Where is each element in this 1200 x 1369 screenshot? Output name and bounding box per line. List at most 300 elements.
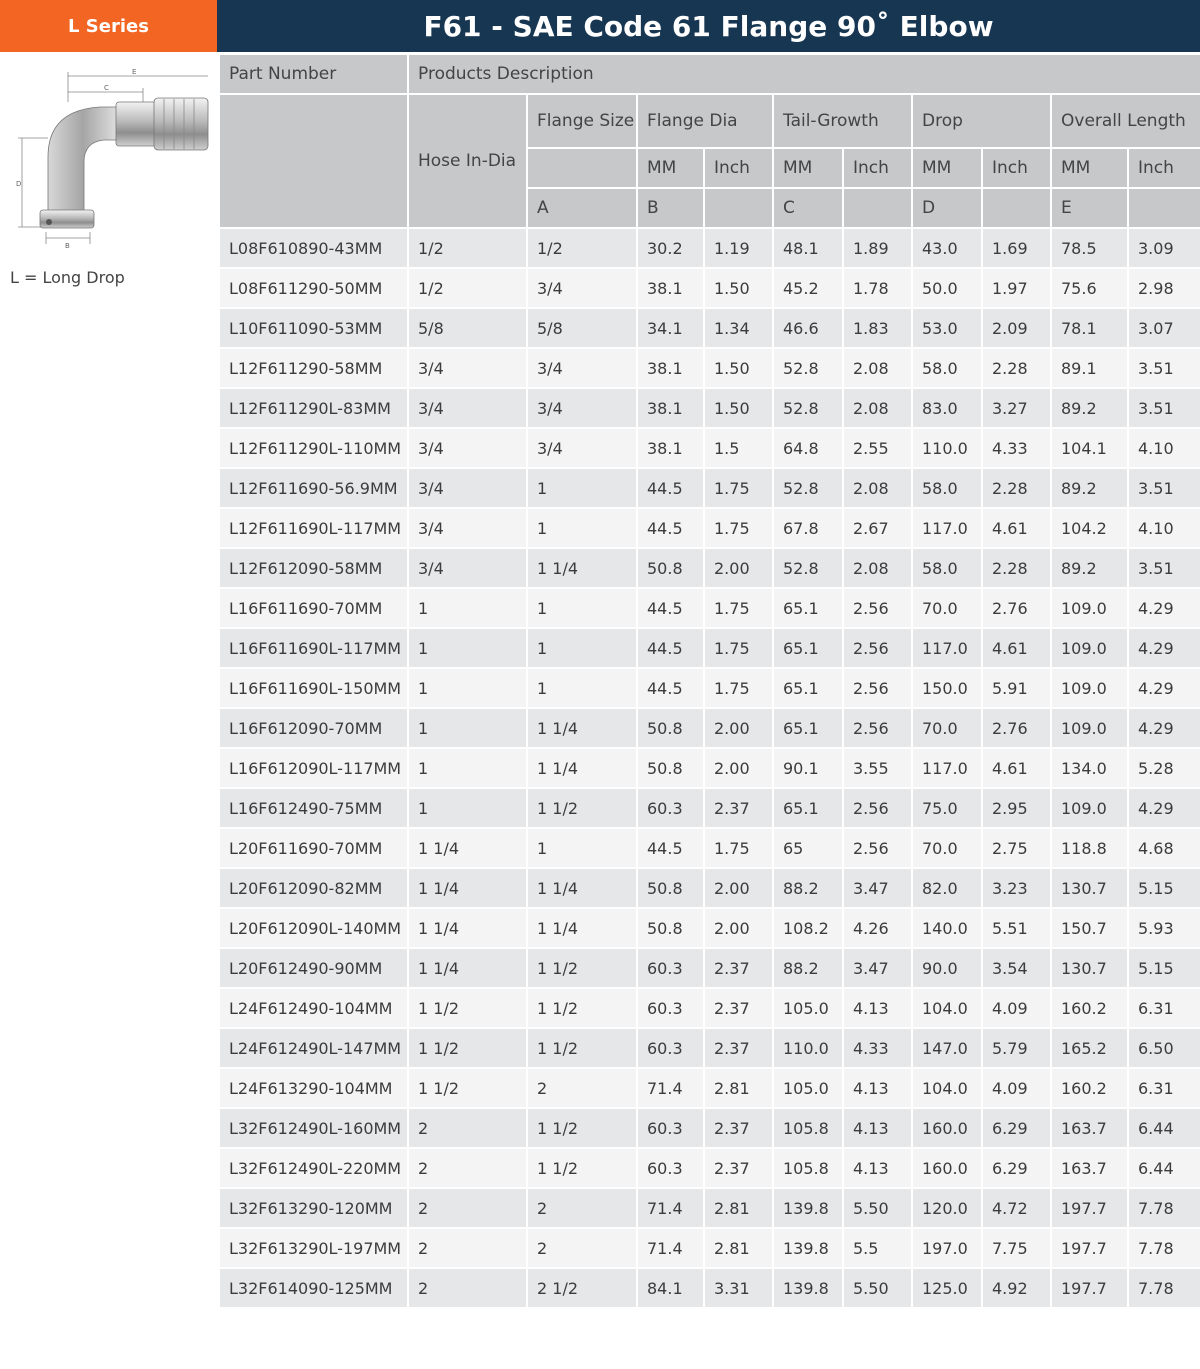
- cell-overall-length-inch: 3.51: [1128, 548, 1200, 588]
- header-unit: Inch: [843, 148, 912, 188]
- cell-overall-length-mm: 165.2: [1051, 1028, 1128, 1068]
- table-row: [219, 988, 1200, 1028]
- cell-drop-inch: 4.09: [982, 1068, 1051, 1108]
- cell-tail-growth-inch: 2.08: [843, 548, 912, 588]
- cell-part-number: L12F611690L-117MM: [219, 508, 408, 548]
- cell-flange-dia-inch: 2.37: [704, 1148, 773, 1188]
- cell-flange-dia-mm: 71.4: [637, 1068, 704, 1108]
- cell-drop-mm: 104.0: [912, 988, 982, 1028]
- cell-overall-length-inch: 3.51: [1128, 348, 1200, 388]
- cell-drop-inch: 4.61: [982, 628, 1051, 668]
- cell-hose-in-dia: 1: [408, 788, 527, 828]
- cell-flange-size: 2: [527, 1188, 637, 1228]
- table-row: [219, 948, 1200, 988]
- cell-drop-mm: 147.0: [912, 1028, 982, 1068]
- cell-overall-length-inch: 6.50: [1128, 1028, 1200, 1068]
- cell-overall-length-inch: 4.10: [1128, 508, 1200, 548]
- cell-drop-mm: 120.0: [912, 1188, 982, 1228]
- cell-hose-in-dia: 2: [408, 1148, 527, 1188]
- header-overall-length: Overall Length: [1051, 94, 1200, 148]
- cell-flange-size: 1: [527, 468, 637, 508]
- cell-tail-growth-mm: 52.8: [773, 348, 843, 388]
- table-row: [219, 228, 1200, 268]
- cell-hose-in-dia: 1 1/4: [408, 828, 527, 868]
- cell-part-number: L16F612090L-117MM: [219, 748, 408, 788]
- cell-flange-dia-mm: 60.3: [637, 988, 704, 1028]
- cell-drop-mm: 125.0: [912, 1268, 982, 1308]
- cell-flange-dia-mm: 71.4: [637, 1228, 704, 1268]
- cell-hose-in-dia: 3/4: [408, 428, 527, 468]
- cell-hose-in-dia: 3/4: [408, 508, 527, 548]
- cell-flange-dia-inch: 1.75: [704, 628, 773, 668]
- cell-part-number: L32F614090-125MM: [219, 1268, 408, 1308]
- cell-overall-length-inch: 5.93: [1128, 908, 1200, 948]
- cell-overall-length-mm: 163.7: [1051, 1108, 1128, 1148]
- cell-flange-dia-mm: 38.1: [637, 268, 704, 308]
- cell-hose-in-dia: 3/4: [408, 548, 527, 588]
- cell-hose-in-dia: 3/4: [408, 468, 527, 508]
- cell-tail-growth-mm: 105.0: [773, 988, 843, 1028]
- header-part-number-blank: [219, 94, 408, 228]
- cell-drop-inch: 2.75: [982, 828, 1051, 868]
- cell-part-number: L32F612490L-160MM: [219, 1108, 408, 1148]
- header-unit-blank: [527, 148, 637, 188]
- cell-tail-growth-mm: 88.2: [773, 868, 843, 908]
- cell-drop-inch: 2.28: [982, 468, 1051, 508]
- cell-hose-in-dia: 1 1/4: [408, 868, 527, 908]
- cell-hose-in-dia: 2: [408, 1108, 527, 1148]
- cell-overall-length-inch: 4.29: [1128, 708, 1200, 748]
- cell-tail-growth-inch: 2.08: [843, 348, 912, 388]
- cell-flange-size: 2 1/2: [527, 1268, 637, 1308]
- cell-hose-in-dia: 1 1/4: [408, 948, 527, 988]
- cell-flange-dia-mm: 50.8: [637, 548, 704, 588]
- cell-flange-dia-inch: 2.00: [704, 868, 773, 908]
- cell-overall-length-inch: 6.44: [1128, 1148, 1200, 1188]
- cell-overall-length-mm: 150.7: [1051, 908, 1128, 948]
- cell-overall-length-mm: 160.2: [1051, 988, 1128, 1028]
- cell-tail-growth-inch: 5.5: [843, 1228, 912, 1268]
- cell-flange-dia-inch: 2.00: [704, 708, 773, 748]
- cell-hose-in-dia: 1: [408, 628, 527, 668]
- cell-drop-mm: 43.0: [912, 228, 982, 268]
- cell-tail-growth-inch: 2.56: [843, 828, 912, 868]
- cell-drop-inch: 2.76: [982, 588, 1051, 628]
- cell-part-number: L32F612490L-220MM: [219, 1148, 408, 1188]
- cell-flange-dia-mm: 44.5: [637, 828, 704, 868]
- cell-flange-dia-inch: 1.50: [704, 388, 773, 428]
- cell-flange-dia-inch: 2.37: [704, 988, 773, 1028]
- header-unit: Inch: [982, 148, 1051, 188]
- dim-label-c: C: [104, 84, 109, 92]
- header-dim-letter: D: [912, 188, 982, 228]
- header-hose-in-dia: Hose In-Dia: [408, 94, 527, 228]
- cell-flange-dia-mm: 84.1: [637, 1268, 704, 1308]
- cell-flange-dia-mm: 50.8: [637, 708, 704, 748]
- series-tab[interactable]: L Series: [0, 0, 217, 52]
- cell-tail-growth-mm: 46.6: [773, 308, 843, 348]
- cell-flange-dia-inch: 1.75: [704, 588, 773, 628]
- cell-hose-in-dia: 2: [408, 1268, 527, 1308]
- cell-flange-dia-inch: 2.37: [704, 1108, 773, 1148]
- cell-tail-growth-mm: 139.8: [773, 1228, 843, 1268]
- cell-overall-length-mm: 78.1: [1051, 308, 1128, 348]
- cell-flange-dia-mm: 44.5: [637, 508, 704, 548]
- cell-hose-in-dia: 1: [408, 708, 527, 748]
- cell-flange-dia-mm: 50.8: [637, 868, 704, 908]
- cell-overall-length-inch: 7.78: [1128, 1228, 1200, 1268]
- cell-tail-growth-mm: 67.8: [773, 508, 843, 548]
- cell-overall-length-mm: 109.0: [1051, 708, 1128, 748]
- header-drop: Drop: [912, 94, 1051, 148]
- cell-drop-inch: 3.27: [982, 388, 1051, 428]
- cell-drop-inch: 4.72: [982, 1188, 1051, 1228]
- cell-drop-mm: 140.0: [912, 908, 982, 948]
- header-flange-size: Flange Size: [527, 94, 637, 148]
- cell-hose-in-dia: 1: [408, 668, 527, 708]
- cell-flange-size: 1 1/4: [527, 548, 637, 588]
- cell-tail-growth-inch: 2.08: [843, 468, 912, 508]
- cell-hose-in-dia: 1 1/2: [408, 1068, 527, 1108]
- cell-tail-growth-mm: 105.8: [773, 1148, 843, 1188]
- cell-tail-growth-mm: 65.1: [773, 708, 843, 748]
- cell-flange-size: 1 1/4: [527, 868, 637, 908]
- cell-overall-length-inch: 4.29: [1128, 588, 1200, 628]
- cell-tail-growth-inch: 3.47: [843, 948, 912, 988]
- header-dim-letter: [704, 188, 773, 228]
- cell-flange-dia-inch: 1.75: [704, 668, 773, 708]
- cell-part-number: L12F611690-56.9MM: [219, 468, 408, 508]
- table-row: [219, 308, 1200, 348]
- table-row: [219, 388, 1200, 428]
- header-unit: MM: [637, 148, 704, 188]
- cell-flange-dia-inch: 2.00: [704, 548, 773, 588]
- header-dim-letter: [982, 188, 1051, 228]
- cell-tail-growth-mm: 139.8: [773, 1188, 843, 1228]
- cell-flange-dia-mm: 44.5: [637, 468, 704, 508]
- cell-part-number: L16F611690-70MM: [219, 588, 408, 628]
- cell-tail-growth-inch: 4.13: [843, 1148, 912, 1188]
- cell-overall-length-inch: 5.15: [1128, 948, 1200, 988]
- cell-overall-length-mm: 78.5: [1051, 228, 1128, 268]
- cell-flange-dia-mm: 44.5: [637, 668, 704, 708]
- table-row: [219, 348, 1200, 388]
- cell-tail-growth-mm: 105.8: [773, 1108, 843, 1148]
- cell-tail-growth-inch: 4.13: [843, 1108, 912, 1148]
- cell-flange-dia-inch: 1.34: [704, 308, 773, 348]
- table-row: [219, 1148, 1200, 1188]
- cell-part-number: L16F612090-70MM: [219, 708, 408, 748]
- cell-drop-mm: 83.0: [912, 388, 982, 428]
- cell-tail-growth-mm: 65.1: [773, 668, 843, 708]
- cell-drop-inch: 4.09: [982, 988, 1051, 1028]
- cell-part-number: L20F612090L-140MM: [219, 908, 408, 948]
- cell-overall-length-inch: 5.15: [1128, 868, 1200, 908]
- cell-flange-dia-inch: 2.00: [704, 748, 773, 788]
- cell-hose-in-dia: 1 1/2: [408, 1028, 527, 1068]
- cell-tail-growth-mm: 108.2: [773, 908, 843, 948]
- cell-overall-length-mm: 104.1: [1051, 428, 1128, 468]
- cell-drop-mm: 160.0: [912, 1108, 982, 1148]
- header-dim-letter: [1128, 188, 1200, 228]
- cell-tail-growth-mm: 64.8: [773, 428, 843, 468]
- cell-drop-inch: 4.92: [982, 1268, 1051, 1308]
- header-flange-dia: Flange Dia: [637, 94, 773, 148]
- cell-tail-growth-inch: 1.83: [843, 308, 912, 348]
- cell-drop-mm: 70.0: [912, 708, 982, 748]
- dim-label-b: B: [65, 242, 70, 250]
- cell-overall-length-inch: 2.98: [1128, 268, 1200, 308]
- header-dim-letter: E: [1051, 188, 1128, 228]
- table-row: [219, 268, 1200, 308]
- dim-label-e: E: [132, 68, 137, 76]
- cell-flange-dia-inch: 1.75: [704, 468, 773, 508]
- cell-flange-dia-inch: 2.81: [704, 1188, 773, 1228]
- cell-overall-length-mm: 197.7: [1051, 1228, 1128, 1268]
- cell-tail-growth-mm: 88.2: [773, 948, 843, 988]
- cell-flange-dia-inch: 2.37: [704, 1028, 773, 1068]
- table-row: [219, 1108, 1200, 1148]
- cell-tail-growth-inch: 3.47: [843, 868, 912, 908]
- table-row: [219, 468, 1200, 508]
- cell-flange-dia-mm: 60.3: [637, 1108, 704, 1148]
- cell-tail-growth-mm: 65.1: [773, 588, 843, 628]
- cell-tail-growth-mm: 110.0: [773, 1028, 843, 1068]
- cell-part-number: L12F611290L-110MM: [219, 428, 408, 468]
- table-row: [219, 548, 1200, 588]
- cell-flange-size: 1 1/2: [527, 988, 637, 1028]
- table-row: [219, 628, 1200, 668]
- cell-part-number: L16F612490-75MM: [219, 788, 408, 828]
- cell-part-number: L24F612490-104MM: [219, 988, 408, 1028]
- header-unit: MM: [773, 148, 843, 188]
- cell-overall-length-inch: 3.07: [1128, 308, 1200, 348]
- cell-drop-inch: 5.51: [982, 908, 1051, 948]
- cell-overall-length-inch: 4.29: [1128, 788, 1200, 828]
- cell-overall-length-mm: 89.2: [1051, 548, 1128, 588]
- cell-part-number: L08F611290-50MM: [219, 268, 408, 308]
- cell-tail-growth-inch: 3.55: [843, 748, 912, 788]
- cell-drop-inch: 4.61: [982, 508, 1051, 548]
- elbow-fitting-diagram: [8, 62, 214, 252]
- cell-part-number: L12F611290-58MM: [219, 348, 408, 388]
- cell-drop-mm: 117.0: [912, 748, 982, 788]
- table-row: [219, 508, 1200, 548]
- spec-table: [218, 53, 1200, 1309]
- cell-flange-size: 3/4: [527, 428, 637, 468]
- cell-overall-length-inch: 6.31: [1128, 988, 1200, 1028]
- cell-overall-length-mm: 130.7: [1051, 868, 1128, 908]
- cell-overall-length-mm: 89.2: [1051, 388, 1128, 428]
- cell-drop-mm: 82.0: [912, 868, 982, 908]
- cell-overall-length-inch: 3.51: [1128, 468, 1200, 508]
- table-row: [219, 708, 1200, 748]
- header-unit: MM: [912, 148, 982, 188]
- cell-flange-dia-inch: 1.19: [704, 228, 773, 268]
- cell-flange-size: 1/2: [527, 228, 637, 268]
- cell-tail-growth-inch: 2.55: [843, 428, 912, 468]
- table-row: [219, 748, 1200, 788]
- cell-hose-in-dia: 5/8: [408, 308, 527, 348]
- cell-flange-dia-inch: 1.50: [704, 348, 773, 388]
- cell-hose-in-dia: 3/4: [408, 348, 527, 388]
- cell-drop-mm: 150.0: [912, 668, 982, 708]
- cell-flange-dia-inch: 2.81: [704, 1228, 773, 1268]
- cell-flange-dia-mm: 60.3: [637, 948, 704, 988]
- cell-flange-dia-inch: 3.31: [704, 1268, 773, 1308]
- cell-tail-growth-mm: 65.1: [773, 628, 843, 668]
- cell-flange-size: 3/4: [527, 388, 637, 428]
- cell-flange-dia-mm: 34.1: [637, 308, 704, 348]
- cell-flange-dia-mm: 60.3: [637, 1028, 704, 1068]
- cell-flange-size: 2: [527, 1228, 637, 1268]
- cell-part-number: L20F612490-90MM: [219, 948, 408, 988]
- table-row: [219, 828, 1200, 868]
- cell-drop-mm: 117.0: [912, 508, 982, 548]
- cell-tail-growth-inch: 2.56: [843, 788, 912, 828]
- cell-tail-growth-inch: 2.56: [843, 628, 912, 668]
- header-unit: Inch: [704, 148, 773, 188]
- table-row: [219, 588, 1200, 628]
- cell-overall-length-inch: 4.68: [1128, 828, 1200, 868]
- cell-drop-mm: 53.0: [912, 308, 982, 348]
- cell-tail-growth-inch: 4.26: [843, 908, 912, 948]
- cell-tail-growth-mm: 105.0: [773, 1068, 843, 1108]
- cell-flange-size: 1: [527, 628, 637, 668]
- header-unit: Inch: [1128, 148, 1200, 188]
- cell-part-number: L08F610890-43MM: [219, 228, 408, 268]
- cell-overall-length-mm: 75.6: [1051, 268, 1128, 308]
- cell-overall-length-inch: 7.78: [1128, 1268, 1200, 1308]
- cell-flange-dia-inch: 2.37: [704, 788, 773, 828]
- cell-flange-dia-mm: 60.3: [637, 788, 704, 828]
- cell-drop-mm: 197.0: [912, 1228, 982, 1268]
- cell-flange-size: 1 1/2: [527, 1148, 637, 1188]
- cell-drop-inch: 2.09: [982, 308, 1051, 348]
- table-row: [219, 788, 1200, 828]
- table-row: [219, 1188, 1200, 1228]
- cell-drop-inch: 3.23: [982, 868, 1051, 908]
- cell-part-number: L16F611690L-117MM: [219, 628, 408, 668]
- cell-tail-growth-inch: 4.13: [843, 988, 912, 1028]
- cell-part-number: L20F612090-82MM: [219, 868, 408, 908]
- cell-overall-length-inch: 7.78: [1128, 1188, 1200, 1228]
- cell-overall-length-mm: 130.7: [1051, 948, 1128, 988]
- cell-flange-dia-inch: 1.5: [704, 428, 773, 468]
- table-row: [219, 1268, 1200, 1308]
- table-row: [219, 1028, 1200, 1068]
- cell-flange-dia-mm: 44.5: [637, 588, 704, 628]
- cell-drop-inch: 7.75: [982, 1228, 1051, 1268]
- cell-flange-size: 3/4: [527, 268, 637, 308]
- cell-overall-length-inch: 4.10: [1128, 428, 1200, 468]
- cell-flange-size: 3/4: [527, 348, 637, 388]
- cell-tail-growth-inch: 4.33: [843, 1028, 912, 1068]
- cell-drop-inch: 6.29: [982, 1108, 1051, 1148]
- table-row: [219, 428, 1200, 468]
- header-dim-letter: C: [773, 188, 843, 228]
- cell-hose-in-dia: 1: [408, 588, 527, 628]
- cell-tail-growth-inch: 5.50: [843, 1188, 912, 1228]
- cell-flange-size: 1: [527, 508, 637, 548]
- table-row: [219, 1228, 1200, 1268]
- cell-hose-in-dia: 1: [408, 748, 527, 788]
- cell-drop-inch: 2.28: [982, 548, 1051, 588]
- cell-part-number: L12F612090-58MM: [219, 548, 408, 588]
- cell-flange-size: 5/8: [527, 308, 637, 348]
- cell-flange-size: 1 1/4: [527, 748, 637, 788]
- cell-drop-inch: 2.28: [982, 348, 1051, 388]
- cell-overall-length-inch: 6.31: [1128, 1068, 1200, 1108]
- cell-drop-mm: 104.0: [912, 1068, 982, 1108]
- header-products-description: Products Description: [408, 54, 1200, 94]
- table-row: [219, 1068, 1200, 1108]
- cell-drop-mm: 160.0: [912, 1148, 982, 1188]
- header-tail-growth: Tail-Growth: [773, 94, 912, 148]
- cell-drop-mm: 58.0: [912, 348, 982, 388]
- cell-overall-length-mm: 109.0: [1051, 628, 1128, 668]
- cell-overall-length-mm: 109.0: [1051, 668, 1128, 708]
- cell-drop-mm: 70.0: [912, 588, 982, 628]
- cell-overall-length-mm: 89.2: [1051, 468, 1128, 508]
- cell-part-number: L24F612490L-147MM: [219, 1028, 408, 1068]
- cell-part-number: L20F611690-70MM: [219, 828, 408, 868]
- cell-hose-in-dia: 2: [408, 1228, 527, 1268]
- cell-flange-dia-mm: 44.5: [637, 628, 704, 668]
- cell-flange-size: 1: [527, 588, 637, 628]
- cell-overall-length-mm: 89.1: [1051, 348, 1128, 388]
- cell-overall-length-mm: 109.0: [1051, 588, 1128, 628]
- cell-tail-growth-inch: 1.78: [843, 268, 912, 308]
- cell-drop-mm: 75.0: [912, 788, 982, 828]
- header-dim-letter: [843, 188, 912, 228]
- cell-flange-size: 1 1/2: [527, 788, 637, 828]
- cell-drop-inch: 2.76: [982, 708, 1051, 748]
- cell-overall-length-mm: 104.2: [1051, 508, 1128, 548]
- cell-flange-dia-mm: 71.4: [637, 1188, 704, 1228]
- cell-tail-growth-mm: 52.8: [773, 548, 843, 588]
- cell-tail-growth-inch: 2.56: [843, 588, 912, 628]
- cell-overall-length-mm: 118.8: [1051, 828, 1128, 868]
- cell-tail-growth-mm: 52.8: [773, 468, 843, 508]
- cell-tail-growth-inch: 2.08: [843, 388, 912, 428]
- cell-hose-in-dia: 3/4: [408, 388, 527, 428]
- cell-tail-growth-mm: 65.1: [773, 788, 843, 828]
- cell-flange-dia-mm: 60.3: [637, 1148, 704, 1188]
- cell-flange-size: 1: [527, 828, 637, 868]
- dim-label-d: D: [16, 180, 22, 188]
- cell-drop-inch: 1.69: [982, 228, 1051, 268]
- cell-overall-length-mm: 134.0: [1051, 748, 1128, 788]
- cell-drop-inch: 5.79: [982, 1028, 1051, 1068]
- cell-overall-length-inch: 4.29: [1128, 668, 1200, 708]
- cell-hose-in-dia: 1/2: [408, 268, 527, 308]
- cell-drop-mm: 90.0: [912, 948, 982, 988]
- cell-flange-dia-inch: 2.37: [704, 948, 773, 988]
- cell-tail-growth-inch: 2.56: [843, 708, 912, 748]
- cell-flange-size: 1 1/4: [527, 708, 637, 748]
- cell-drop-mm: 70.0: [912, 828, 982, 868]
- cell-flange-dia-mm: 38.1: [637, 348, 704, 388]
- table-row: [219, 908, 1200, 948]
- cell-tail-growth-mm: 90.1: [773, 748, 843, 788]
- cell-tail-growth-mm: 45.2: [773, 268, 843, 308]
- cell-part-number: L32F613290-120MM: [219, 1188, 408, 1228]
- cell-drop-mm: 50.0: [912, 268, 982, 308]
- cell-overall-length-inch: 3.51: [1128, 388, 1200, 428]
- cell-drop-inch: 4.33: [982, 428, 1051, 468]
- cell-overall-length-inch: 6.44: [1128, 1108, 1200, 1148]
